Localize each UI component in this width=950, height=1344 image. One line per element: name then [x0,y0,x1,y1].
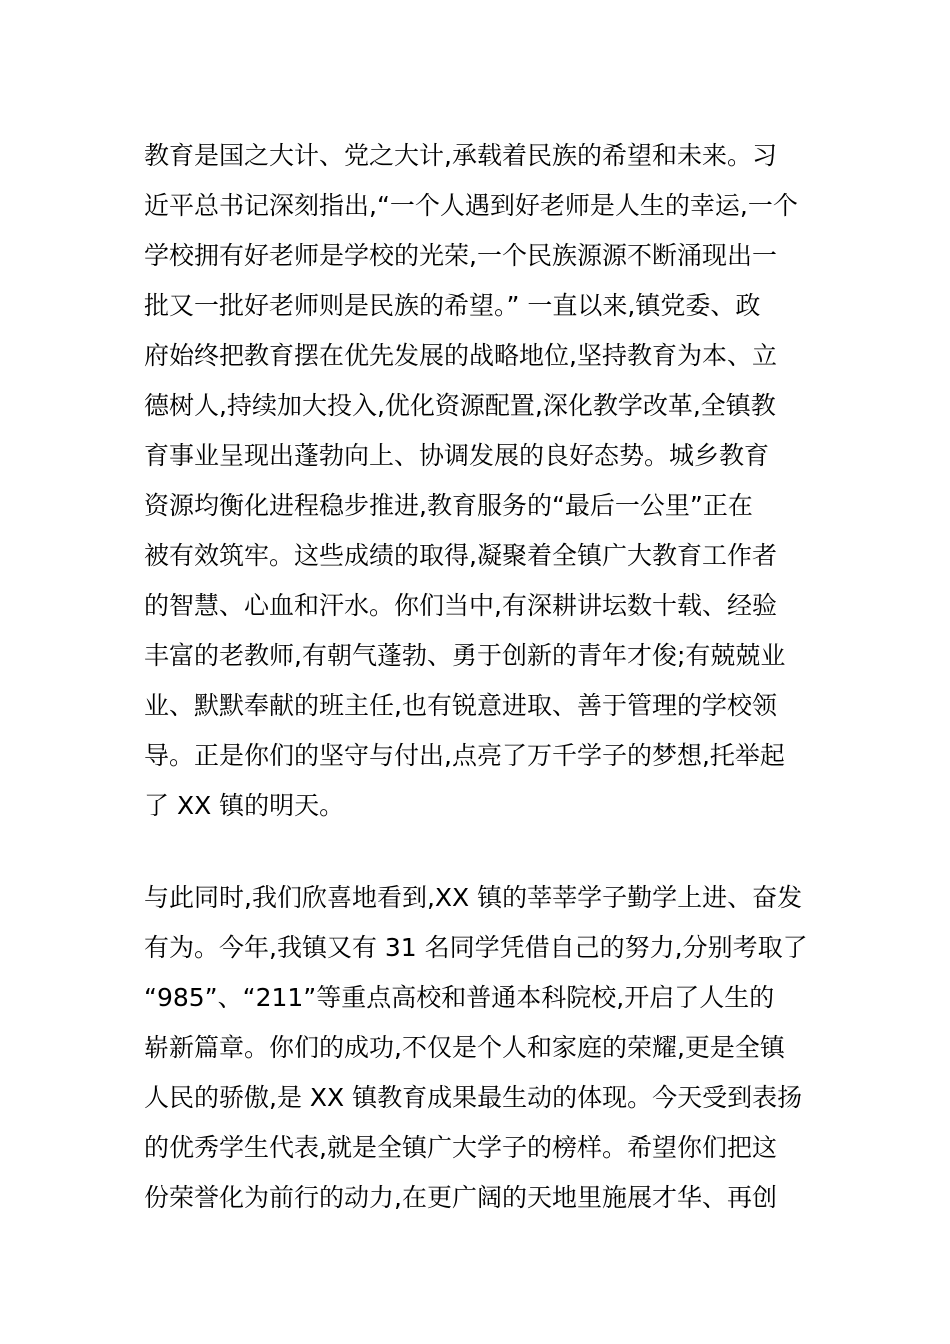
text-line: 丰富的老教师,有朝气蓬勃、勇于创新的青年才俊;有兢兢业 [144,641,786,670]
text-line: 学校拥有好老师是学校的光荣,一个民族源源不断涌现出一 [144,241,777,270]
text-line: 德树人,持续加大投入,优化资源配置,深化教学改革,全镇教 [144,391,776,420]
paragraph-education [144,131,814,831]
text-line: 被有效筑牢。这些成绩的取得,凝聚着全镇广大教育工作者 [144,541,777,570]
text-line: 业、默默奉献的班主任,也有锐意进取、善于管理的学校领 [144,691,777,720]
text-line: 的优秀学生代表,就是全镇广大学子的榜样。希望你们把这 [144,1133,777,1162]
text-line: 近平总书记深刻指出,“一个人遇到好老师是人生的幸运,一个 [144,191,798,220]
text-line: 育事业呈现出蓬勃向上、协调发展的良好态势。城乡教育 [144,441,770,470]
text-line: 导。正是你们的坚守与付出,点亮了万千学子的梦想,托举起 [144,741,785,770]
text-line: 有为。今年,我镇又有 31 名同学凭借自己的努力,分别考取了 [144,933,808,962]
text-line: 崭新篇章。你们的成功,不仅是个人和家庭的荣耀,更是全镇 [144,1033,785,1062]
text-line: 份荣誉化为前行的动力,在更广阔的天地里施展才华、再创 [144,1183,777,1212]
text-line: 府始终把教育摆在优先发展的战略地位,坚持教育为本、立 [144,341,777,370]
text-line: 人民的骄傲,是 XX 镇教育成果最生动的体现。今天受到表扬 [144,1083,803,1112]
text-line: “985”、“211”等重点高校和普通本科院校,开启了人生的 [144,983,775,1012]
text-line: 教育是国之大计、党之大计,承载着民族的希望和未来。习 [144,141,777,170]
text-line: 批又一批好老师则是民族的希望。” 一直以来,镇党委、政 [144,291,761,320]
text-line: 的智慧、心血和汗水。你们当中,有深耕讲坛数十载、经验 [144,591,777,620]
text-line: 了 XX 镇的明天。 [144,791,345,820]
paragraph-students [144,873,814,1223]
text-line: 资源均衡化进程稳步推进,教育服务的“最后一公里”正在 [144,491,753,520]
text-line: 与此同时,我们欣喜地看到,XX 镇的莘莘学子勤学上进、奋发 [144,883,803,912]
